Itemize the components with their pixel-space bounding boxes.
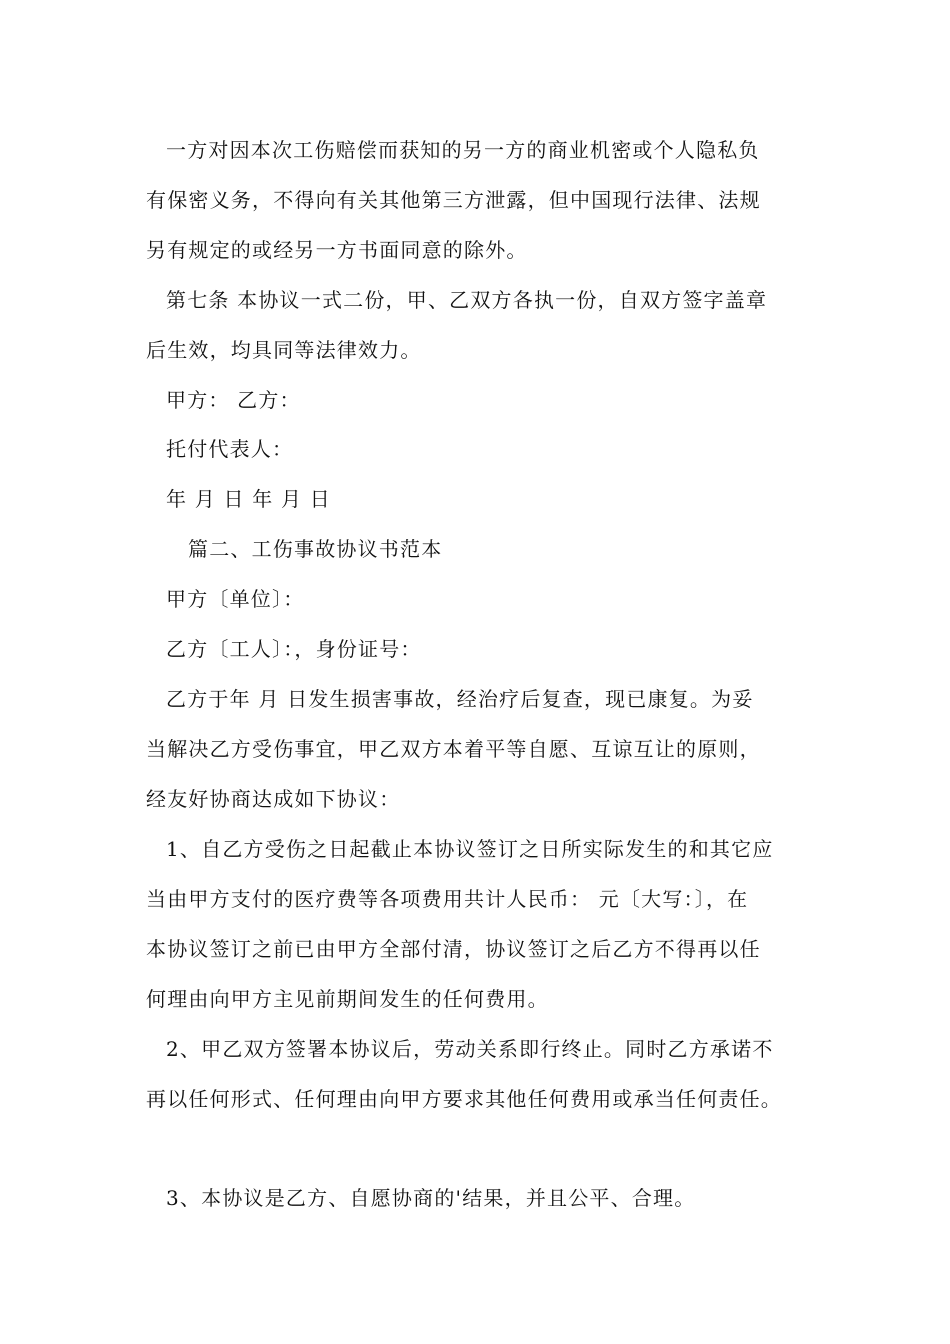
date-line: 年 月 日 年 月 日 (166, 487, 331, 511)
clause-3-line: 3、本协议是乙方、自愿协商的'结果，并且公平、合理。 (166, 1186, 696, 1210)
paragraph-line: 后生效，均具同等法律效力。 (146, 338, 422, 362)
clause-1-line: 当由甲方支付的医疗费等各项费用共计人民币： 元〔大写：〕，在 (146, 887, 749, 911)
clause-1-line: 本协议签订之前已由甲方全部付清，协议签订之后乙方不得再以任 (146, 937, 761, 961)
clause-1-line: 何理由向甲方主见前期间发生的任何费用。 (146, 987, 549, 1011)
paragraph-line: 一方对因本次工伤赔偿而获知的另一方的商业机密或个人隐私负 (166, 138, 760, 162)
article-seven-line: 第七条 本协议一式二份，甲、乙双方各执一份，自双方签字盖章 (166, 288, 768, 312)
section-heading: 篇二、工伤事故协议书范本 (188, 537, 443, 561)
paragraph-line: 经友好协商达成如下协议： (146, 787, 401, 811)
clause-2-line: 再以任何形式、任何理由向甲方要求其他任何费用或承当任何责任。 (146, 1087, 782, 1111)
paragraph-line: 乙方于年 月 日发生损害事故，经治疗后复查，现已康复。为妥 (166, 687, 754, 711)
representative-line: 托付代表人： (166, 437, 294, 461)
paragraph-line: 当解决乙方受伤事宜，甲乙双方本着平等自愿、互谅互让的原则， (146, 737, 761, 761)
party-b-line: 乙方〔工人〕：，身份证号： (166, 637, 422, 661)
parties-signature-line: 甲方： 乙方： (166, 388, 301, 412)
paragraph-line: 有保密义务，不得向有关其他第三方泄露，但中国现行法律、法规 (146, 188, 761, 212)
clause-2-line: 2、甲乙双方签署本协议后，劳动关系即行终止。同时乙方承诺不 (166, 1037, 774, 1061)
party-a-line: 甲方〔单位〕： (166, 587, 305, 611)
clause-1-line: 1、自乙方受伤之日起截止本协议签订之日所实际发生的和其它应 (166, 837, 774, 861)
paragraph-line: 另有规定的或经另一方书面同意的除外。 (146, 238, 528, 262)
